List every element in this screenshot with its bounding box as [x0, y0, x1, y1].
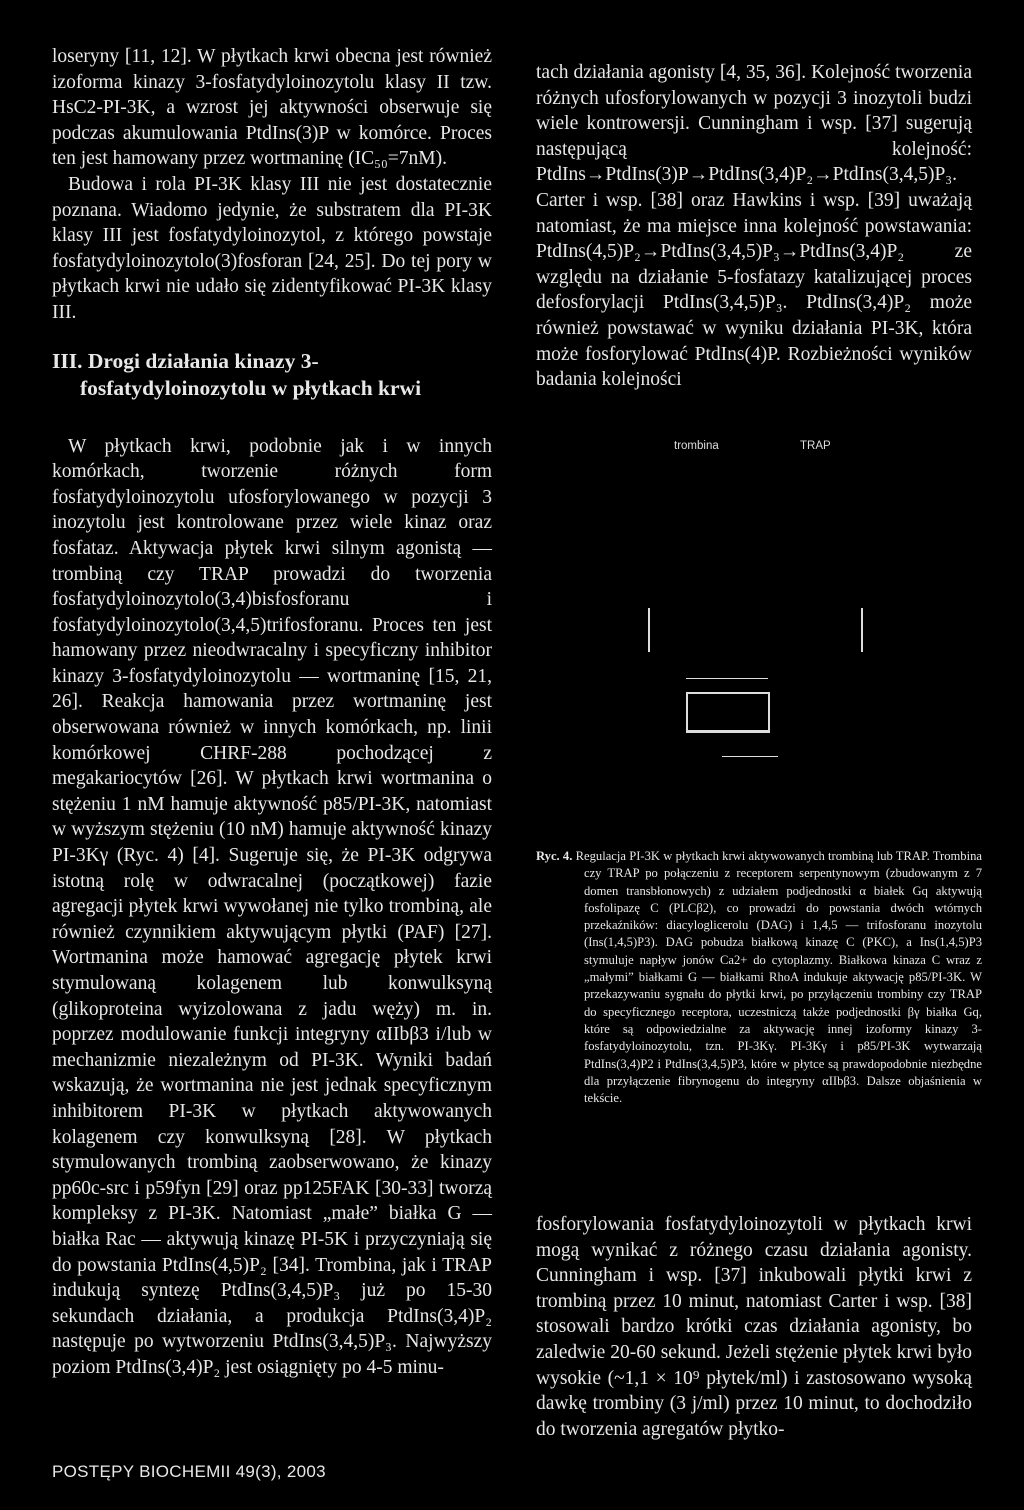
figure-line — [722, 756, 778, 757]
figure-label-trap: TRAP — [800, 440, 831, 452]
journal-footer: POSTĘPY BIOCHEMII 49(3), 2003 — [52, 1462, 326, 1481]
left-column — [52, 44, 492, 1381]
caption-label: Ryc. 4. — [536, 849, 573, 863]
section-heading: III. Drogi działania kinazy 3-fosfatydyloinozytolu w płytkach krwi — [52, 348, 422, 400]
paragraph: W płytkach krwi, podobnie jak i w innych komórkach, tworzenie różnych form fosfatydyloinozytolu ufosforylowanego w pozycji 3 inozytolu jest kontrolowane przez wiele kinaz oraz fosfataz. Aktywacja płytek krwi silnym agonistą — trombiną czy TRAP prowadzi do tworzenia fosfatydyloinozytolo(3,4)bisfosforanu i fosfatydyloinozytolo(3,4,5)trifosforanu. Proces ten jest hamowany przez nieodwracalny i specyficzny inhibitor kinazy 3-fosfatydyloinozytolu — wortmaninę [15, 21, 26]. Reakcja hamowania przez wortmaninę jest obserwowana również w innych komórkach, np. linii komórkowej CHRF-288 pochodzącej z megakariocytów [26]. W płytkach krwi wortmanina o stężeniu 1 nM hamuje aktywność p85/PI-3K, natomiast w wyższym stężeniu (10 nM) hamuje aktywność kinazy PI-3Kγ (Ryc. 4) [4]. Sugeruje się, że PI-3K odgrywa istotną rolę w odwracalnej (początkowej) fazie agregacji płytek krwi wywołanej nie tylko trombiną, ale również czynnikiem aktywującym płytki (PAF) [27]. Wortmanina może hamować agregację płytek krwi stymulowaną kolagenem lub konwulksyną (glikoproteina wyizolowana z jadu węży) m. in. poprzez modulowanie funkcji integryny αIIbβ3 i/lub w mechanizmie niezależnym od PI-3K. Wyniki badań wskazują, że wortmanina nie jest jednak specyficznym inhibitorem PI-3K w płytkach aktywowanych kolagenem czy konwulksyną [28]. W płytkach stymulowanych trombiną zaobserwowano, że kinazy pp60c-src i p59fyn [29] oraz pp125FAK [30-33] tworzą kompleksy z PI-3K. Natomiast „małe” białka G — białka Rac — aktywują kinazę PI-5K i przyczyniają się do powstania PtdIns(4,5)P₂ [34]. Trombina, jak i TRAP indukują syntezę PtdIns(3,4,5)P₃ już po 15-30 sekundach działania, a produkcja PtdIns(3,4)P₂ następuje po wytworzeniu PtdIns(3,4,5)P₃. Najwyższy poziom PtdIns(3,4)P₂ jest osiągnięty po 4-5 minu- — [52, 435, 492, 1378]
caption-text: Regulacja PI-3K w płytkach krwi aktywowanych trombiną lub TRAP. Trombina czy TRAP po połączeniu z receptorem serpentynowym (zbudowanym z 7 domen transbłonowych) z udziałem podjednostki α białek Gq aktywują fosfolipazę C (PLCβ2), co prowadzi do powstania dwóch wtórnych przekaźników: diacyloglicerolu (DAG) i 1,4,5 — trifosforanu inozytolu (Ins(1,4,5)P3). DAG pobudza białkową kinazę C (PKC), a Ins(1,4,5)P3 stymuluje napływ jonów Ca2+ do cytoplazmy. Białkowa kinaza C wraz z „małymi” białkami G — białkami RhoA indukuje aktywację p85/PI-3K. W przekazywaniu sygnału do płytki krwi, po przyłączeniu trombiny czy TRAP do specyficznego receptora, uczestniczą także podjednostki βγ białka Gq, które są odpowiedzialne za aktywację innej izoformy kinazy 3-fosfatydyloinozytolu, tzn. PI-3Kγ. PI-3Kγ i p85/PI-3K wytwarzają PtdIns(3,4)P2 i PtdIns(3,4,5)P3, które w płytce są prawdopodobnie niezbędne dla przyłączenie fibrynogenu do integryny αIIbβ3. Dalsze objaśnienia w tekście. — [575, 849, 982, 1106]
right-column-bottom — [536, 1212, 972, 1442]
figure-box — [686, 692, 770, 733]
figure-line — [861, 608, 863, 652]
right-column-top — [536, 60, 972, 393]
paragraph: Budowa i rola PI-3K klasy III nie jest dostatecznie poznana. Wiadomo jedynie, że substratem dla PI-3K klasy III jest fosfatydyloinozytol, z którego powstaje fosfatydyloinozytolo(3)fosforan [24, 25]. Do tej pory w płytkach krwi nie udało się zidentyfikować PI-3K klasy III. — [52, 173, 492, 323]
figure-4 — [536, 430, 972, 840]
figure-line — [648, 608, 650, 652]
paragraph: loseryny [11, 12]. W płytkach krwi obecna jest również izoforma kinazy 3-fosfatydyloinozytolu klasy II tzw. HsC2-PI-3K, a wzrost jej aktywności obserwuje się podczas akumulowania PtdIns(3)P w komórce. Proces ten jest hamowany przez wortmaninę (IC₅₀=7nM). — [52, 46, 492, 170]
figure-line — [686, 678, 768, 679]
figure-label-trombina: trombina — [674, 440, 719, 452]
figure-caption — [536, 848, 982, 1107]
paragraph: tach działania agonisty [4, 35, 36]. Kolejność tworzenia różnych ufosforylowanych w pozycji 3 inozytoli budzi wiele kontrowersji. Cunningham i wsp. [37] sugerują następującą kolejność: PtdIns→PtdIns(3)P→PtdIns(3,4)P₂→PtdIns(3,4,5)P₃. Carter i wsp. [38] oraz Hawkins i wsp. [39] uważają natomiast, że ma miejsce inna kolejność powstawania: PtdIns(4,5)P₂→PtdIns(3,4,5)P₃→PtdIns(3,4)P₂ ze względu na działanie 5-fosfatazy katalizującej proces defosforylacji PtdIns(3,4,5)P₃. PtdIns(3,4)P₂ może również powstawać w wyniku działania PI-3K, która może fosforylować PtdIns(4)P. Rozbieżności wyników badania kolejności — [536, 62, 972, 391]
paragraph: fosforylowania fosfatydyloinozytoli w płytkach krwi mogą wynikać z różnego czasu działania agonisty. Cunningham i wsp. [37] inkubowali płytki krwi z trombiną przez 10 minut, natomiast Carter i wsp. [38] stosowali bardzo krótki czas działania agonisty, bo zaledwie 20-60 sekund. Jeżeli stężenie płytek krwi było wysokie (~1,1 × 10⁹ płytek/ml) i zastosowano wysoką dawkę trombiny (3 j/ml) przez 10 minut, to dochodziło do tworzenia agregatów płytko- — [536, 1214, 972, 1440]
